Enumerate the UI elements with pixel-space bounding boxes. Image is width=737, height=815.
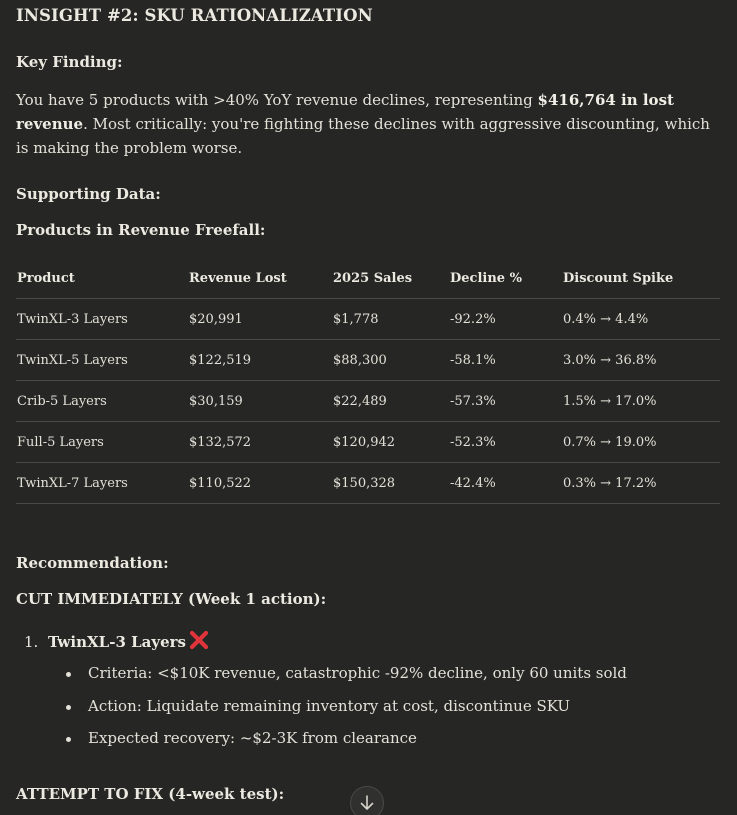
cell-product: TwinXL-7 Layers (16, 463, 188, 504)
table-row (16, 463, 720, 504)
table-row (16, 422, 720, 463)
cell-decline: -92.2% (449, 299, 562, 340)
cell-revenue-lost: $122,519 (188, 340, 332, 381)
header-revenue-lost: Revenue Lost (188, 258, 332, 299)
cell-revenue-lost: $132,572 (188, 422, 332, 463)
header-decline: Decline % (449, 258, 562, 299)
cell-revenue-lost: $30,159 (188, 381, 332, 422)
key-finding-label: Key Finding: (16, 53, 123, 71)
cell-discount-spike: 3.0% → 36.8% (562, 340, 720, 381)
cell-revenue-lost: $20,991 (188, 299, 332, 340)
cell-product: Full-5 Layers (16, 422, 188, 463)
header-2025-sales: 2025 Sales (332, 258, 449, 299)
cell-discount-spike: 0.7% → 19.0% (562, 422, 720, 463)
header-product: Product (16, 258, 188, 299)
cell-discount-spike: 0.4% → 4.4% (562, 299, 720, 340)
table-row (16, 381, 720, 422)
key-finding-text (16, 88, 716, 160)
cell-decline: -58.1% (449, 340, 562, 381)
cross-mark-icon (189, 630, 209, 654)
cell-discount-spike: 0.3% → 17.2% (562, 463, 720, 504)
cell-decline: -42.4% (449, 463, 562, 504)
key-finding-bold: $416,764 in lost revenue (16, 91, 674, 133)
supporting-data-label: Supporting Data: (16, 185, 161, 203)
cut-list-item (24, 630, 209, 654)
cell-product: TwinXL-5 Layers (16, 340, 188, 381)
cut-item-details (88, 660, 627, 758)
list-item: Expected recovery: ~$2-3K from clearance (88, 725, 627, 758)
scroll-to-bottom-button[interactable] (350, 786, 384, 815)
cell-revenue-lost: $110,522 (188, 463, 332, 504)
list-item: Criteria: <$10K revenue, catastrophic -92% decline, only 60 units sold (88, 660, 627, 693)
arrow-down-icon (360, 795, 374, 811)
header-discount-spike: Discount Spike (562, 258, 720, 299)
cell-decline: -52.3% (449, 422, 562, 463)
recommendation-label: Recommendation: (16, 554, 169, 572)
insight-title: INSIGHT #2: SKU RATIONALIZATION (16, 6, 373, 25)
table-header-row (16, 258, 720, 299)
cell-product: TwinXL-3 Layers (16, 299, 188, 340)
key-finding-text-after: . Most critically: you're fighting these declines with aggressive discounting, which is making the problem worse. (16, 115, 710, 157)
cell-discount-spike: 1.5% → 17.0% (562, 381, 720, 422)
key-finding-text-before: You have 5 products with >40% YoY revenue declines, representing (16, 91, 538, 109)
list-number: 1. (24, 633, 39, 651)
table-row (16, 340, 720, 381)
freefall-label: Products in Revenue Freefall: (16, 221, 266, 239)
cell-2025-sales: $120,942 (332, 422, 449, 463)
cell-2025-sales: $88,300 (332, 340, 449, 381)
cut-immediately-label: CUT IMMEDIATELY (Week 1 action): (16, 590, 327, 608)
attempt-to-fix-label: ATTEMPT TO FIX (4-week test): (16, 785, 285, 803)
revenue-freefall-table (16, 258, 720, 504)
cell-2025-sales: $150,328 (332, 463, 449, 504)
cell-2025-sales: $1,778 (332, 299, 449, 340)
cell-decline: -57.3% (449, 381, 562, 422)
list-item: Action: Liquidate remaining inventory at cost, discontinue SKU (88, 693, 627, 726)
table-row (16, 299, 720, 340)
cut-item-name: TwinXL-3 Layers (48, 633, 186, 651)
cell-product: Crib-5 Layers (16, 381, 188, 422)
cell-2025-sales: $22,489 (332, 381, 449, 422)
